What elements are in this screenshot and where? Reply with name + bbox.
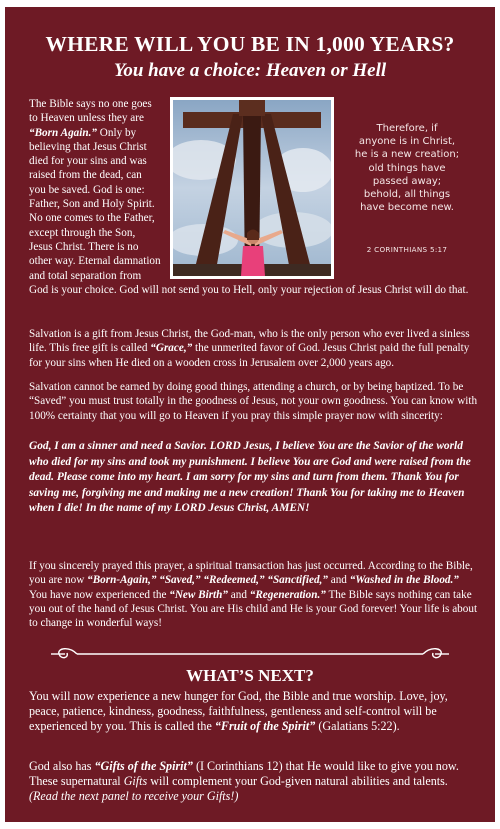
gifts-term: Gifts: [123, 774, 148, 788]
earned-text: Salvation cannot be earned by doing good things, attending a church, or by being baptized. To be “Saved” you must trust totally in the goodness of Jesus, not your own goodness. You can know with 100% certainty that you will go to Heaven if you pray this simple prayer now with sincerity:: [29, 381, 478, 422]
grace-term: “Grace,”: [150, 342, 193, 355]
page-title: WHERE WILL YOU BE IN 1,000 YEARS?: [45, 32, 455, 56]
gifts-of-spirit-term: “Gifts of the Spirit”: [94, 759, 193, 773]
born-again-term: “Born Again.”: [29, 126, 97, 139]
fruit-term: “Fruit of the Spirit”: [214, 719, 316, 733]
salvation-paragraph: [29, 327, 479, 370]
gifts-text-1: God also has: [29, 759, 95, 773]
cross-image: [173, 100, 331, 276]
fruit-text-2: (Galatians 5:22).: [315, 719, 400, 733]
salvation-text-2: the unmerited favor of God. Jesus Christ paid the full penalty for your sins when He died on a wooden cross in Jerusalem over 2,000 years ago.: [29, 342, 470, 369]
verse-line: anyone is in Christ,: [358, 136, 456, 148]
earned-paragraph: [29, 380, 479, 423]
transaction-text-4: and: [227, 588, 250, 601]
new-birth-term: “New Birth”: [169, 588, 228, 601]
gifts-text-2: (I Corinthians 12) that He would like to give you now. These supernatural: [29, 759, 459, 788]
intro-text-1: The Bible says no one goes to Heaven unless they are: [29, 98, 152, 125]
verse-quote: [337, 122, 477, 214]
read-next-note: (Read the next panel to receive your Gifts!): [29, 789, 239, 803]
prayer-paragraph: God, I am a sinner and need a Savior. LORD Jesus, I believe You are the Savior of the world who died for my sins and took my punishment. I believe You are God and were raised from the dead. Please come into my heart. I am sorry for my sins and turn from them. Thank You for saving me, forgiving me and making me a new creation! Thank You for taking me to Heaven when I die! In the name of my LORD Jesus Christ, AMEN!: [29, 440, 471, 514]
verse-line: old things have: [368, 162, 446, 174]
gifts-paragraph: [29, 759, 479, 804]
verse-line: passed away;: [372, 175, 442, 187]
fruit-text-1: You will now experience a new hunger for God, the Bible and true worship. Love, joy, peace, patience, kindness, goodness, faithfulness, gentleness and self-control will be experienced by you. This is called the: [29, 689, 448, 733]
regeneration-term: “Regeneration.”: [249, 588, 326, 601]
transaction-text-5: The Bible says nothing can take you out of the hand of Jesus Christ. You are His child and He is your God forever! Your life is about to change in wonderful ways!: [29, 588, 478, 630]
page-subtitle: You have a choice: Heaven or Hell: [113, 60, 387, 81]
whats-next-heading: WHAT’S NEXT?: [186, 666, 314, 685]
salvation-text-1: Salvation is a gift from Jesus Christ, the God-man, who is the only person who ever lived a sinless life. This free gift is called: [29, 328, 470, 355]
verse-line: Therefore, if: [376, 123, 438, 134]
washed-term: “Washed in the Blood.”: [349, 574, 459, 587]
transaction-text-1: If you sincerely prayed this prayer, a spiritual transaction has just occurred. According to the Bible, you are now: [29, 560, 473, 587]
ornamental-divider: [47, 644, 453, 664]
transaction-text-2: and: [327, 574, 350, 587]
salvation-terms: “Born-Again,” “Saved,” “Redeemed,” “Sanctified,”: [87, 574, 328, 587]
verse-line: have become new.: [360, 202, 454, 214]
intro-text-2: Only by believing that Jesus Christ died for your sins and was raised from the dead, can you be saved. God is one: Father, Son and Holy Spirit. No one comes to the Father, except through the Son, Jesus Christ. There is no other way. Eternal damnation and total separation from God is your choice. God will not send you to Hell, only your rejection of Jesus Christ will do that.: [29, 126, 469, 296]
gifts-text-3: will complement your God-given natural abilities and talents.: [147, 774, 448, 788]
verse-line: behold, all things: [363, 189, 451, 201]
transaction-text-3: You have now experienced the: [29, 588, 170, 601]
transaction-paragraph: [29, 559, 479, 630]
tract-panel: [5, 7, 495, 822]
cross-photo: [170, 97, 334, 279]
verse-reference: 2 CORINTHIANS 5:17: [366, 245, 448, 254]
verse-line: he is a new creation;: [354, 149, 460, 161]
fruit-paragraph: [29, 689, 479, 734]
